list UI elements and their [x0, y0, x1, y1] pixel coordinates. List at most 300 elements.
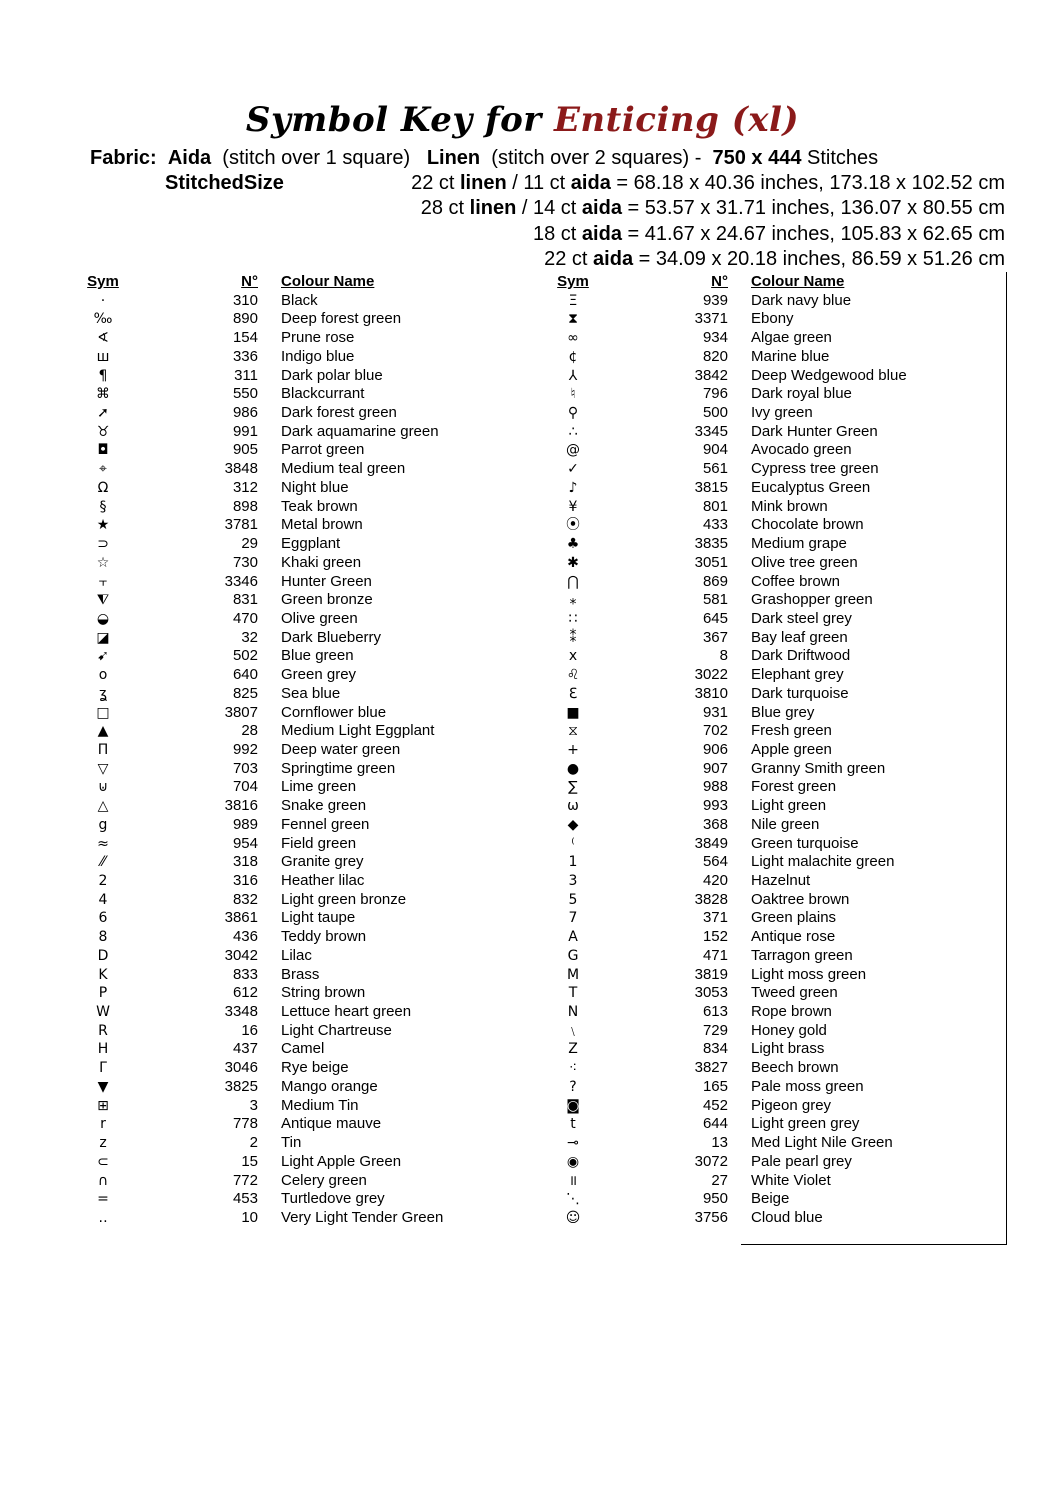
header-number: N°	[241, 273, 258, 290]
thread-number: 453	[232, 1190, 258, 1208]
thread-number: 869	[702, 572, 728, 590]
colour-name: Medium Tin	[281, 1096, 359, 1114]
symbol: 6	[98, 910, 108, 927]
symbol: D	[97, 947, 109, 964]
colour-name: Green grey	[281, 666, 357, 684]
table-row	[85, 591, 485, 610]
thread-number: 644	[702, 1115, 728, 1133]
thread-number: 778	[232, 1115, 258, 1133]
table-row	[85, 1172, 485, 1191]
table-row	[555, 535, 955, 554]
size-fabric-b: aida	[581, 197, 622, 219]
colour-name: Pale pearl grey	[751, 1152, 852, 1170]
symbol: ◒	[96, 610, 110, 627]
table-row	[85, 1040, 485, 1059]
symbol: ‥	[98, 1209, 108, 1226]
table-row	[85, 1003, 485, 1022]
colour-name: Prune rose	[281, 329, 355, 347]
colour-name: Pigeon grey	[751, 1096, 832, 1114]
thread-number: 703	[232, 759, 258, 777]
header-sym: Sym	[557, 273, 589, 290]
colour-name: Medium grape	[751, 535, 847, 553]
thread-number: 3053	[694, 984, 728, 1002]
thread-number: 8	[719, 647, 728, 665]
symbol: A	[568, 929, 578, 946]
symbol: R	[98, 1022, 108, 1039]
table-row	[555, 1003, 955, 1022]
colour-name: Antique rose	[751, 928, 836, 946]
thread-number: 310	[232, 291, 258, 309]
fabric-dims: 750 x 444	[712, 147, 802, 169]
table-row	[555, 1022, 955, 1041]
symbol: ⧨	[96, 592, 110, 609]
colour-name: Elephant grey	[751, 666, 844, 684]
colour-name: Rye beige	[281, 1059, 349, 1077]
table-row	[555, 348, 955, 367]
colour-name: Teak brown	[281, 497, 358, 515]
symbol: ⊂	[97, 1153, 109, 1170]
symbol: ¢	[568, 348, 578, 365]
colour-name: Dark royal blue	[751, 385, 852, 403]
table-row	[85, 292, 485, 311]
table-row	[555, 760, 955, 779]
colour-name: Snake green	[281, 797, 367, 815]
symbol: ⊸	[567, 1135, 579, 1152]
colour-name: Camel	[281, 1040, 325, 1058]
colour-name: Algae green	[751, 329, 832, 347]
table-row	[555, 1172, 955, 1191]
symbol: t	[570, 1116, 576, 1133]
size-ct: 22 ct	[544, 248, 588, 270]
thread-number: 564	[702, 853, 728, 871]
table-border-right	[1006, 272, 1007, 1244]
symbol-table-left	[85, 273, 485, 1228]
table-row	[85, 385, 485, 404]
colour-name: Medium Light Eggplant	[281, 722, 435, 740]
table-row	[85, 666, 485, 685]
symbol: ☺	[565, 1209, 581, 1226]
colour-name: Apple green	[751, 740, 832, 758]
thread-number: 989	[232, 815, 258, 833]
colour-name: Tin	[281, 1134, 302, 1152]
colour-name: Brass	[281, 965, 320, 983]
thread-number: 152	[702, 928, 728, 946]
symbol: ◪	[96, 629, 110, 646]
header-sym: Sym	[87, 273, 119, 290]
symbol: ◘	[97, 442, 109, 459]
table-row	[555, 385, 955, 404]
symbol: ★	[96, 517, 110, 534]
symbol: ▽	[97, 760, 109, 777]
stitched-size-row	[533, 223, 1005, 246]
thread-number: 3022	[694, 666, 728, 684]
thread-number: 318	[232, 853, 258, 871]
symbol: 4	[98, 891, 108, 908]
symbol: ?	[569, 1078, 577, 1095]
thread-number: 3861	[224, 909, 258, 927]
thread-number: 2	[249, 1134, 258, 1152]
thread-number: 796	[702, 385, 728, 403]
thread-number: 165	[702, 1077, 728, 1095]
thread-number: 368	[702, 815, 728, 833]
colour-name: Fennel green	[281, 815, 370, 833]
symbol: ∞	[567, 330, 579, 347]
table-row	[555, 1134, 955, 1153]
table-row	[85, 535, 485, 554]
thread-number: 890	[232, 310, 258, 328]
colour-name: Honey gold	[751, 1021, 827, 1039]
thread-number: 502	[232, 647, 258, 665]
table-row	[555, 591, 955, 610]
table-row	[555, 292, 955, 311]
thread-number: 801	[702, 497, 728, 515]
colour-name: Khaki green	[281, 553, 362, 571]
thread-number: 371	[702, 909, 728, 927]
thread-number: 437	[232, 1040, 258, 1058]
table-row	[555, 947, 955, 966]
table-row	[85, 423, 485, 442]
thread-number: 950	[702, 1190, 728, 1208]
table-row	[555, 853, 955, 872]
symbol: z	[99, 1135, 107, 1152]
thread-number: 820	[702, 347, 728, 365]
thread-number: 3848	[224, 460, 258, 478]
table-row	[555, 404, 955, 423]
symbol: T	[568, 985, 578, 1002]
size-dimensions: = 34.09 x 20.18 inches, 86.59 x 51.26 cm	[638, 248, 1005, 270]
symbol: ¶	[98, 367, 108, 384]
colour-name: Deep water green	[281, 740, 401, 758]
symbol: Γ	[99, 1060, 107, 1077]
colour-name: Night blue	[281, 478, 349, 496]
colour-name: Light green	[751, 797, 827, 815]
colour-name: Light malachite green	[751, 853, 895, 871]
thread-number: 154	[232, 329, 258, 347]
fabric-aida-note: (stitch over 1 square)	[222, 147, 411, 169]
thread-number: 906	[702, 740, 728, 758]
table-row	[555, 1190, 955, 1209]
table-row	[85, 966, 485, 985]
thread-number: 3807	[224, 703, 258, 721]
thread-number: 772	[232, 1171, 258, 1189]
colour-name: Parrot green	[281, 441, 365, 459]
table-row	[85, 760, 485, 779]
thread-number: 3827	[694, 1059, 728, 1077]
table-row	[555, 423, 955, 442]
size-fabric-a: linen	[469, 197, 517, 219]
thread-number: 29	[241, 535, 258, 553]
thread-number: 907	[702, 759, 728, 777]
table-row	[85, 479, 485, 498]
colour-name: Cloud blue	[751, 1208, 823, 1226]
symbol: ⊍	[97, 779, 109, 796]
symbol: ⌖	[99, 461, 107, 478]
thread-number: 729	[702, 1021, 728, 1039]
table-row	[555, 984, 955, 1003]
size-fabric-a: aida	[593, 248, 634, 270]
colour-name: Light Chartreuse	[281, 1021, 392, 1039]
colour-name: Lilac	[281, 946, 312, 964]
symbol: G	[567, 947, 579, 964]
colour-name: Granny Smith green	[751, 759, 886, 777]
colour-name: Dark Driftwood	[751, 647, 851, 665]
symbol: ♪	[568, 479, 578, 496]
table-row	[85, 554, 485, 573]
thread-number: 3042	[224, 946, 258, 964]
table-row	[85, 367, 485, 386]
table-row	[555, 610, 955, 629]
table-row	[555, 647, 955, 666]
thread-number: 3	[249, 1096, 258, 1114]
symbol: ■	[566, 704, 580, 721]
table-row	[85, 310, 485, 329]
stitched-size-row	[421, 197, 1005, 220]
symbol: x	[568, 648, 578, 665]
table-row	[555, 816, 955, 835]
symbol: ⁄⁄	[100, 854, 106, 871]
symbol: §	[99, 498, 107, 515]
thread-number: 3348	[224, 1003, 258, 1021]
table-row	[85, 741, 485, 760]
table-row	[555, 1097, 955, 1116]
thread-number: 905	[232, 441, 258, 459]
table-row	[555, 573, 955, 592]
thread-number: 27	[711, 1171, 728, 1189]
thread-number: 420	[702, 872, 728, 889]
table-row	[555, 329, 955, 348]
thread-number: 3816	[224, 797, 258, 815]
symbol: ⁎	[569, 592, 577, 609]
thread-number: 28	[241, 722, 258, 740]
symbol: ⋂	[567, 573, 579, 590]
table-row	[555, 704, 955, 723]
table-row	[85, 1078, 485, 1097]
colour-name: Dark Blueberry	[281, 628, 382, 646]
thread-number: 436	[232, 928, 258, 946]
symbol: ✱	[567, 554, 579, 571]
thread-number: 640	[232, 666, 258, 684]
thread-number: 3072	[694, 1152, 728, 1170]
size-ct: 22 ct	[411, 172, 455, 194]
table-row	[85, 1059, 485, 1078]
symbol: ⊃	[97, 536, 109, 553]
colour-name: Tweed green	[751, 984, 838, 1002]
table-row	[85, 1097, 485, 1116]
colour-name: Coffee brown	[751, 572, 840, 590]
colour-name: Deep Wedgewood blue	[751, 366, 907, 384]
thread-number: 15	[241, 1152, 258, 1170]
colour-name: Green plains	[751, 909, 837, 927]
symbol: P	[98, 985, 108, 1002]
colour-name: Oaktree brown	[751, 890, 850, 908]
colour-name: Rope brown	[751, 1003, 832, 1021]
symbol: ➚	[97, 405, 109, 422]
colour-name: Avocado green	[751, 441, 852, 459]
symbol: K	[98, 966, 108, 983]
colour-name: Ivy green	[751, 404, 813, 422]
table-row	[85, 853, 485, 872]
thread-number: 3849	[694, 834, 728, 852]
colour-name: Olive green	[281, 609, 358, 627]
table-row	[555, 554, 955, 573]
symbol: Ξ	[568, 292, 578, 309]
colour-name: Light green grey	[751, 1115, 860, 1133]
colour-name: Hunter Green	[281, 572, 372, 590]
table-row	[555, 741, 955, 760]
size-dimensions: = 53.57 x 31.71 inches, 136.07 x 80.55 cm	[627, 197, 1005, 219]
colour-name: Light moss green	[751, 965, 867, 983]
colour-name: Grashopper green	[751, 591, 873, 609]
colour-name: Light taupe	[281, 909, 356, 927]
table-header	[555, 273, 955, 292]
table-row	[555, 891, 955, 910]
thread-number: 612	[232, 984, 258, 1002]
symbol: N	[567, 1004, 579, 1021]
table-row	[85, 1190, 485, 1209]
colour-name: Marine blue	[751, 347, 830, 365]
symbol: ⋱	[566, 1191, 580, 1208]
thread-number: 500	[702, 404, 728, 422]
table-row	[555, 479, 955, 498]
thread-number: 433	[702, 516, 728, 534]
colour-name: White Violet	[751, 1171, 831, 1189]
colour-name: Olive tree green	[751, 553, 858, 571]
symbol: ω	[567, 798, 579, 815]
colour-name: Ebony	[751, 310, 794, 328]
colour-name: Lettuce heart green	[281, 1003, 412, 1021]
symbol: 5	[568, 891, 578, 908]
symbol: ⧗	[568, 311, 578, 328]
colour-name: Very Light Tender Green	[281, 1208, 444, 1226]
table-row	[85, 573, 485, 592]
thread-number: 550	[232, 385, 258, 403]
table-row	[555, 629, 955, 648]
thread-number: 452	[702, 1096, 728, 1114]
table-border-bottom	[741, 1244, 1007, 1245]
colour-name: Dark forest green	[281, 404, 397, 422]
colour-name: Celery green	[281, 1171, 367, 1189]
symbol: ♉	[96, 423, 110, 440]
colour-name: Deep forest green	[281, 310, 402, 328]
table-row	[555, 909, 955, 928]
thread-number: 561	[702, 460, 728, 478]
symbol: ⚲	[567, 405, 579, 422]
symbol: ♮	[570, 386, 576, 403]
thread-number: 3346	[224, 572, 258, 590]
thread-number: 3810	[694, 684, 728, 702]
symbol: ▼	[97, 1078, 109, 1095]
thread-number: 702	[702, 722, 728, 740]
thread-number: 939	[702, 291, 728, 309]
size-ct-b: / 14 ct	[521, 197, 577, 219]
symbol: ·	[100, 292, 106, 309]
table-row	[555, 797, 955, 816]
table-row	[85, 404, 485, 423]
symbol: ⁖	[568, 1060, 578, 1077]
thread-number: 3046	[224, 1059, 258, 1077]
fabric-aida: Aida	[167, 147, 212, 169]
table-row	[555, 367, 955, 386]
thread-number: 904	[702, 441, 728, 459]
thread-number: 3842	[694, 366, 728, 384]
symbol: 7	[568, 910, 578, 927]
thread-number: 992	[232, 740, 258, 758]
symbol: □	[96, 704, 110, 721]
symbol: △	[97, 798, 109, 815]
symbol: r	[100, 1116, 106, 1133]
table-row	[555, 1078, 955, 1097]
table-row	[85, 647, 485, 666]
thread-number: 898	[232, 497, 258, 515]
table-row	[555, 685, 955, 704]
symbol: ﹨	[566, 1022, 580, 1039]
table-row	[85, 348, 485, 367]
symbol: Z	[568, 1041, 578, 1058]
thread-number: 581	[702, 591, 728, 609]
thread-number: 13	[711, 1134, 728, 1152]
table-row	[85, 984, 485, 1003]
size-dimensions: = 68.18 x 40.36 inches, 173.18 x 102.52 cm	[616, 172, 1005, 194]
table-row	[85, 797, 485, 816]
colour-name: Medium teal green	[281, 460, 406, 478]
colour-name: Springtime green	[281, 759, 396, 777]
colour-name: Field green	[281, 834, 357, 852]
symbol: W	[96, 1004, 110, 1021]
symbol: M	[566, 966, 580, 983]
symbol: ●	[566, 760, 580, 777]
thread-number: 833	[232, 965, 258, 983]
colour-name: Beech brown	[751, 1059, 839, 1077]
symbol: ∩	[97, 1172, 109, 1189]
colour-name: Beige	[751, 1190, 790, 1208]
symbol: ✓	[567, 461, 579, 478]
colour-name: Black	[281, 291, 318, 309]
stitched-size-label: StitchedSize	[165, 172, 284, 194]
symbol: 2	[98, 873, 108, 889]
colour-name: Eucalyptus Green	[751, 478, 871, 496]
thread-number: 613	[702, 1003, 728, 1021]
symbol: ◉	[566, 1153, 580, 1170]
thread-number: 3756	[694, 1208, 728, 1226]
symbol: ℇ	[568, 685, 578, 702]
thread-number: 3835	[694, 535, 728, 553]
table-row	[85, 891, 485, 910]
table-row	[555, 1115, 955, 1134]
symbol: Ω	[97, 479, 109, 496]
size-ct: 28 ct	[420, 197, 465, 219]
thread-number: 986	[232, 404, 258, 422]
header-number: N°	[711, 273, 728, 290]
colour-name: Teddy brown	[281, 928, 367, 946]
thread-number: 730	[232, 553, 258, 571]
table-row	[555, 778, 955, 797]
table-row	[555, 498, 955, 517]
symbol: o	[98, 667, 108, 684]
colour-name: Green bronze	[281, 591, 373, 609]
colour-name: Forest green	[751, 778, 837, 796]
symbol: ☆	[96, 554, 110, 571]
colour-name: Sea blue	[281, 684, 341, 702]
fabric-linen-note: (stitch over 2 squares) -	[491, 147, 702, 169]
pattern-name: Enticing (xl)	[554, 100, 800, 140]
symbol: ∷	[568, 610, 578, 627]
colour-name: Light brass	[751, 1040, 825, 1058]
colour-name: Blackcurrant	[281, 385, 365, 403]
table-row	[85, 816, 485, 835]
symbol: ⧖	[568, 723, 578, 740]
fabric-linen: Linen	[426, 147, 481, 169]
colour-name: Dark steel grey	[751, 609, 852, 627]
